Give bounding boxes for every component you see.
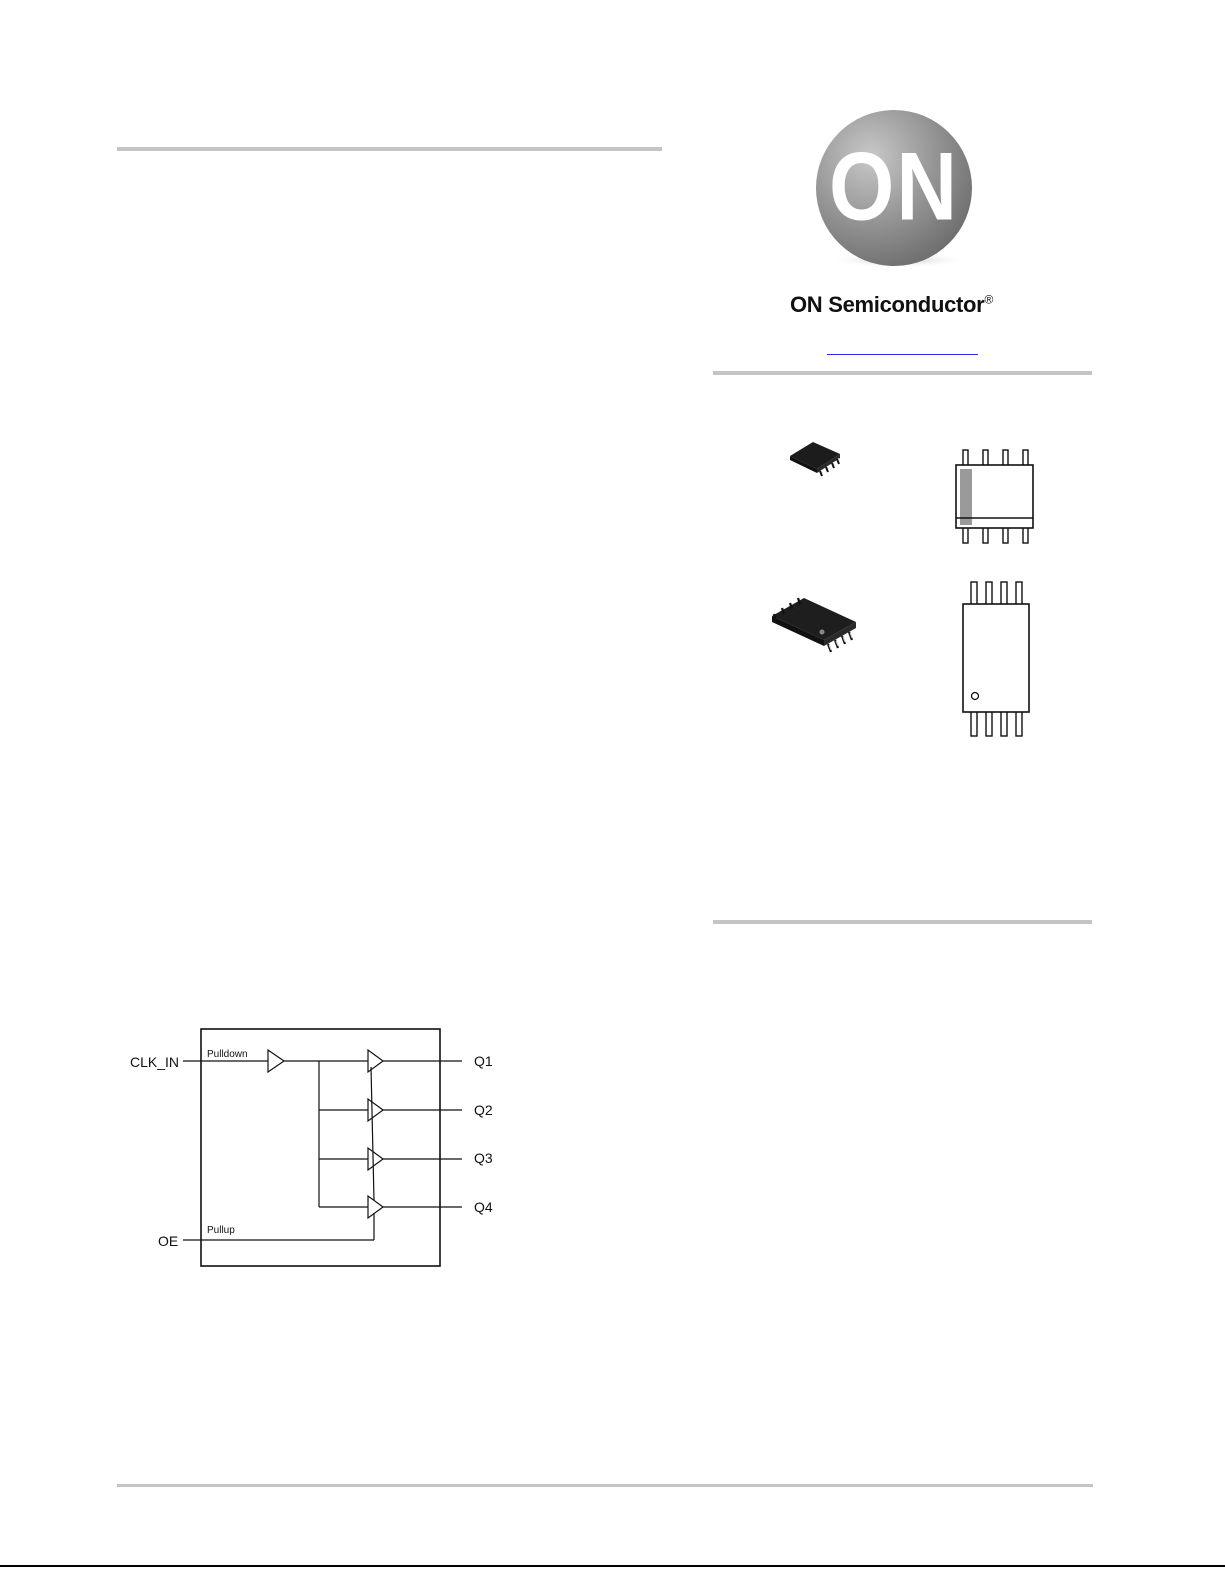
- tssop8-package-icon: [768, 594, 860, 656]
- output-q3-label: Q3: [474, 1150, 493, 1166]
- brand-name: [790, 292, 1030, 318]
- output-q4-label: Q4: [474, 1199, 493, 1215]
- section-divider-right-2: [713, 920, 1092, 924]
- header-divider-left: [117, 147, 662, 151]
- clk-in-label: CLK_IN: [130, 1054, 180, 1070]
- footer-divider: [117, 1484, 1093, 1487]
- tssop8-outline-icon: [955, 578, 1035, 738]
- pullup-label: Pullup: [207, 1225, 235, 1236]
- brand-name-text: ON Semiconductor: [790, 292, 985, 317]
- pulldown-label: Pulldown: [207, 1049, 248, 1060]
- on-semiconductor-logo[interactable]: [790, 100, 1010, 340]
- logic-block-diagram: [120, 1020, 520, 1280]
- output-q2-label: Q2: [474, 1102, 493, 1118]
- soic8-outline-icon: [950, 447, 1040, 547]
- section-divider-right-1: [713, 371, 1092, 375]
- website-link[interactable]: [827, 354, 978, 355]
- output-q1-label: Q1: [474, 1053, 493, 1069]
- registered-mark: ®: [984, 292, 993, 307]
- oe-label: OE: [158, 1233, 179, 1249]
- soic8-package-icon: [785, 436, 845, 478]
- page-bottom-edge: [0, 1565, 1225, 1567]
- logo-on-glyphs: ON: [829, 133, 959, 241]
- on-logo-ball-icon: [814, 108, 974, 268]
